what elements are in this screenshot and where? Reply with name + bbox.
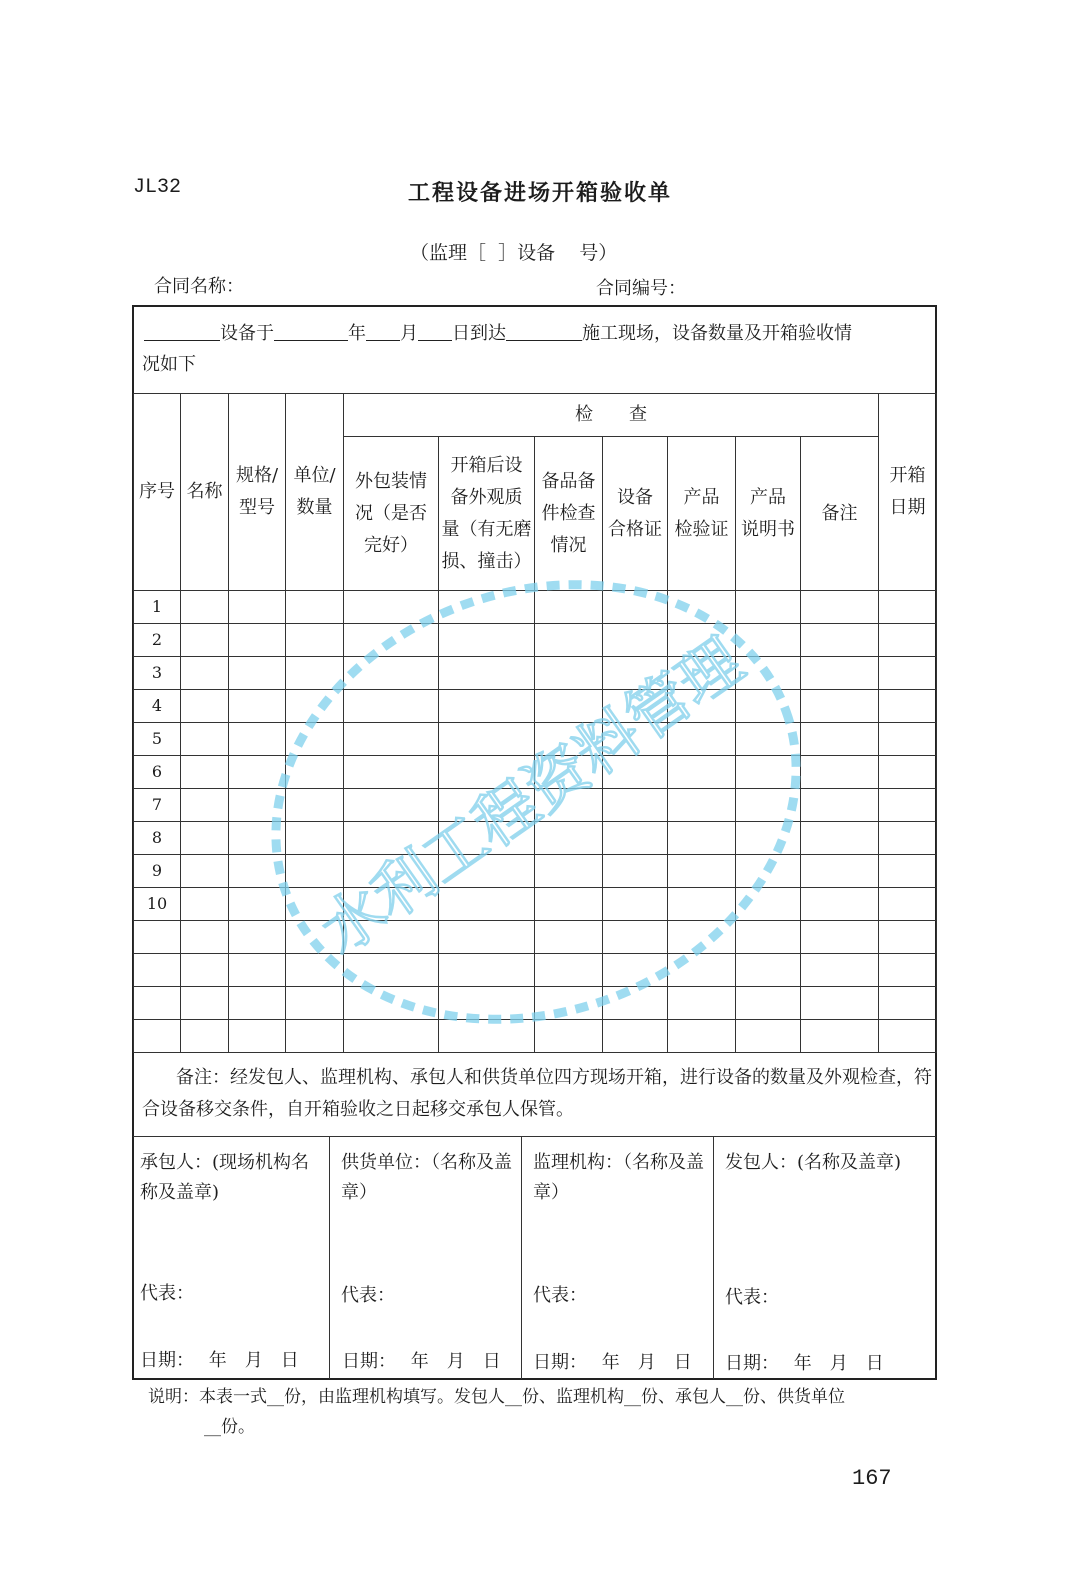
table-cell[interactable] (181, 789, 229, 822)
table-cell[interactable] (736, 822, 801, 855)
arrival-text-3: 月 (400, 323, 418, 344)
table-cell[interactable] (535, 789, 603, 822)
header-spares-l1: 备品备 (541, 470, 596, 492)
table-cell[interactable] (229, 756, 286, 789)
table-cell[interactable] (439, 756, 535, 789)
contractor-date[interactable]: 日期： 年 月 日 (140, 1350, 299, 1371)
row-seq: 7 (134, 789, 181, 822)
contractor-party: 承包人：(现场机构名称及盖章) (140, 1152, 310, 1203)
header-package-l2: 况（是否 (355, 502, 427, 524)
table-row (134, 591, 937, 624)
table-cell[interactable] (344, 723, 439, 756)
blank-year[interactable] (274, 320, 348, 341)
table-cell[interactable] (344, 987, 439, 1020)
table-cell[interactable] (439, 690, 535, 723)
table-cell[interactable] (801, 657, 879, 690)
signature-divider-1 (329, 1136, 330, 1379)
table-cell[interactable] (181, 756, 229, 789)
table-cell[interactable] (879, 624, 937, 657)
table-row (134, 888, 937, 921)
table-cell[interactable] (736, 954, 801, 987)
table-cell[interactable] (286, 723, 344, 756)
table-cell[interactable] (736, 888, 801, 921)
header-spares-l3: 情况 (550, 534, 587, 556)
table-row (134, 855, 937, 888)
table-cell[interactable] (181, 657, 229, 690)
supplier-representative[interactable]: 代表： (341, 1285, 395, 1306)
table-cell[interactable] (286, 591, 344, 624)
header-name: 名称 (181, 394, 229, 591)
table-cell[interactable] (736, 690, 801, 723)
inspection-table (133, 393, 937, 1053)
table-cell[interactable] (879, 690, 937, 723)
table-cell[interactable] (181, 987, 229, 1020)
table-cell[interactable] (801, 690, 879, 723)
table-cell[interactable] (439, 591, 535, 624)
remark-text: 备注：经发包人、监理机构、承包人和供货单位四方现场开箱，进行设备的数量及外观检查，符合设备移交条件，自开箱验收之日起移交承包人保管。 (142, 1067, 932, 1120)
header-spares (535, 437, 603, 591)
contract-name-label: 合同名称： (154, 276, 244, 297)
table-row (134, 921, 937, 954)
table-cell[interactable] (229, 723, 286, 756)
table-cell[interactable] (879, 789, 937, 822)
table-cell[interactable] (344, 789, 439, 822)
table-cell[interactable] (439, 789, 535, 822)
table-cell[interactable] (736, 657, 801, 690)
table-cell[interactable] (181, 855, 229, 888)
table-cell[interactable] (603, 987, 668, 1020)
arrival-text-1: 设备于 (220, 323, 274, 344)
table-cell[interactable] (439, 657, 535, 690)
table-cell[interactable] (603, 723, 668, 756)
table-cell[interactable] (535, 954, 603, 987)
header-cert-l1: 设备 (617, 486, 653, 508)
table-cell[interactable] (879, 1020, 937, 1053)
header-open-date-l1: 开箱 (889, 465, 926, 486)
table-cell[interactable] (344, 756, 439, 789)
header-seq: 序号 (134, 394, 181, 591)
table-cell[interactable] (181, 723, 229, 756)
footnote-line-2: __份。 (204, 1417, 255, 1437)
blank-month[interactable] (366, 320, 400, 341)
table-cell[interactable] (879, 855, 937, 888)
table-cell[interactable] (879, 657, 937, 690)
form-subtitle: （监理［ ］设备 号） (410, 242, 618, 264)
header-inspection-cert-l2: 检验证 (674, 518, 729, 540)
table-cell[interactable] (603, 921, 668, 954)
table-cell[interactable] (535, 756, 603, 789)
table-cell[interactable] (801, 855, 879, 888)
contractor-representative[interactable]: 代表： (140, 1283, 194, 1304)
table-cell[interactable] (603, 591, 668, 624)
header-open-date-l2: 日期 (889, 497, 926, 518)
table-cell[interactable] (181, 624, 229, 657)
supervisor-party: 监理机构：（名称及盖章） (533, 1152, 704, 1203)
table-cell[interactable] (286, 624, 344, 657)
row-seq: 8 (134, 822, 181, 855)
header-manual-l1: 产品 (750, 486, 786, 508)
row-seq: 5 (134, 723, 181, 756)
table-cell[interactable] (439, 855, 535, 888)
table-cell[interactable] (286, 657, 344, 690)
table-cell[interactable] (286, 756, 344, 789)
table-cell[interactable] (286, 921, 344, 954)
signature-top-rule (133, 1136, 936, 1137)
table-cell[interactable] (801, 1020, 879, 1053)
header-unit-l2: 数量 (296, 497, 333, 518)
table-row (134, 987, 937, 1020)
table-cell[interactable] (535, 855, 603, 888)
table-cell[interactable] (879, 723, 937, 756)
table-cell[interactable] (535, 657, 603, 690)
table-cell[interactable] (603, 855, 668, 888)
header-package (344, 437, 439, 591)
employer-party: 发包人：(名称及盖章) (725, 1152, 902, 1173)
table-cell[interactable] (801, 591, 879, 624)
arrival-text-4: 日到达 (452, 323, 506, 344)
supervisor-date[interactable]: 日期： 年 月 日 (533, 1352, 692, 1373)
table-cell[interactable] (439, 888, 535, 921)
header-open-date (879, 394, 937, 591)
header-package-l3: 完好） (364, 534, 418, 556)
header-unit (286, 394, 344, 591)
table-cell[interactable] (535, 987, 603, 1020)
table-row (134, 954, 937, 987)
table-cell[interactable] (603, 822, 668, 855)
table-cell[interactable] (736, 723, 801, 756)
table-cell[interactable] (229, 855, 286, 888)
table-cell[interactable] (879, 756, 937, 789)
header-manual (736, 437, 801, 591)
table-cell[interactable] (439, 624, 535, 657)
header-inspection-cert-l1: 产品 (683, 486, 720, 508)
table-cell[interactable] (736, 921, 801, 954)
table-cell[interactable] (535, 723, 603, 756)
table-cell[interactable] (879, 987, 937, 1020)
table-cell[interactable] (535, 624, 603, 657)
table-cell[interactable] (181, 591, 229, 624)
table-cell[interactable] (801, 954, 879, 987)
table-cell[interactable] (801, 921, 879, 954)
table-cell[interactable] (229, 789, 286, 822)
table-cell[interactable] (603, 888, 668, 921)
table-cell[interactable] (344, 624, 439, 657)
arrival-text-2: 年 (348, 323, 366, 344)
header-remark: 备注 (801, 437, 879, 591)
table-cell[interactable] (668, 822, 736, 855)
table-cell[interactable] (535, 1020, 603, 1053)
blank-site[interactable] (506, 320, 582, 341)
table-cell[interactable] (668, 657, 736, 690)
row-seq (134, 954, 181, 987)
table-cell[interactable] (181, 1020, 229, 1053)
table-cell[interactable] (229, 657, 286, 690)
table-cell[interactable] (344, 822, 439, 855)
supplier-date[interactable]: 日期： 年 月 日 (342, 1351, 501, 1372)
table-row (134, 624, 937, 657)
row-seq: 2 (134, 624, 181, 657)
table-cell[interactable] (736, 1020, 801, 1053)
table-cell[interactable] (879, 921, 937, 954)
signature-divider-2 (521, 1136, 522, 1379)
table-cell[interactable] (181, 888, 229, 921)
footnote-line-1: 说明：本表一式__份，由监理机构填写。发包人__份、监理机构__份、承包人__份、供货单位 (148, 1387, 845, 1407)
table-row (134, 1020, 937, 1053)
page-number: 167 (852, 1466, 892, 1491)
table-cell[interactable] (286, 954, 344, 987)
table-cell[interactable] (344, 657, 439, 690)
row-seq (134, 1020, 181, 1053)
row-seq (134, 921, 181, 954)
table-cell[interactable] (439, 954, 535, 987)
table-cell[interactable] (344, 888, 439, 921)
employer-representative[interactable]: 代表： (725, 1287, 779, 1308)
table-cell[interactable] (736, 855, 801, 888)
header-appearance-l1: 开箱后设 (450, 454, 523, 476)
table-cell[interactable] (286, 1020, 344, 1053)
table-cell[interactable] (668, 723, 736, 756)
table-cell[interactable] (286, 987, 344, 1020)
row-seq: 10 (134, 888, 181, 921)
row-seq: 3 (134, 657, 181, 690)
table-cell[interactable] (229, 987, 286, 1020)
table-cell[interactable] (736, 987, 801, 1020)
table-cell[interactable] (603, 1020, 668, 1053)
table-row (134, 756, 937, 789)
arrival-text-5: 施工现场，设备数量及开箱验收情 (582, 323, 852, 344)
table-cell[interactable] (668, 624, 736, 657)
table-cell[interactable] (736, 624, 801, 657)
signature-divider-3 (713, 1136, 714, 1379)
row-seq: 6 (134, 756, 181, 789)
table-cell[interactable] (535, 822, 603, 855)
table-cell[interactable] (286, 855, 344, 888)
blank-day[interactable] (418, 320, 452, 341)
header-spec (229, 394, 286, 591)
header-spec-l2: 型号 (239, 497, 275, 518)
table-cell[interactable] (344, 921, 439, 954)
header-inspection-cert (668, 437, 736, 591)
header-spec-l1: 规格/ (235, 465, 279, 486)
table-cell[interactable] (229, 954, 286, 987)
table-cell[interactable] (801, 624, 879, 657)
table-cell[interactable] (879, 591, 937, 624)
table-cell[interactable] (439, 822, 535, 855)
table-cell[interactable] (229, 921, 286, 954)
header-manual-l2: 说明书 (741, 518, 795, 540)
form-code: JL32 (133, 176, 182, 199)
table-cell[interactable] (229, 822, 286, 855)
table-cell[interactable] (229, 888, 286, 921)
table-cell[interactable] (668, 756, 736, 789)
table-cell[interactable] (344, 690, 439, 723)
table-cell[interactable] (668, 1020, 736, 1053)
table-cell[interactable] (603, 624, 668, 657)
table-cell[interactable] (535, 591, 603, 624)
table-cell[interactable] (439, 921, 535, 954)
table-cell[interactable] (439, 1020, 535, 1053)
arrival-statement-end: 况如下 (142, 354, 196, 375)
table-cell[interactable] (181, 954, 229, 987)
table-cell[interactable] (286, 690, 344, 723)
table-cell[interactable] (668, 987, 736, 1020)
table-cell[interactable] (535, 888, 603, 921)
arrival-statement (144, 320, 852, 347)
table-cell[interactable] (344, 855, 439, 888)
table-cell[interactable] (181, 690, 229, 723)
table-cell[interactable] (603, 690, 668, 723)
table-cell[interactable] (229, 591, 286, 624)
table-cell[interactable] (736, 756, 801, 789)
table-cell[interactable] (801, 723, 879, 756)
supplier-party: 供货单位：（名称及盖章） (341, 1152, 512, 1203)
footnote (148, 1382, 845, 1442)
header-inspection-group: 检 查 (344, 394, 879, 437)
header-cert-l2: 合格证 (608, 518, 662, 540)
watermark-text: 水利工程资料管理 (307, 623, 756, 969)
supervisor-representative[interactable]: 代表： (533, 1285, 587, 1306)
table-cell[interactable] (229, 1020, 286, 1053)
row-seq (134, 987, 181, 1020)
table-cell[interactable] (668, 591, 736, 624)
table-cell[interactable] (801, 789, 879, 822)
table-cell[interactable] (736, 789, 801, 822)
header-unit-l1: 单位/ (293, 465, 336, 486)
table-cell[interactable] (736, 591, 801, 624)
table-row (134, 657, 937, 690)
table-cell[interactable] (668, 921, 736, 954)
table-cell[interactable] (879, 888, 937, 921)
page-title: 工程设备进场开箱验收单 (407, 180, 672, 206)
table-cell[interactable] (344, 954, 439, 987)
table-cell[interactable] (286, 888, 344, 921)
table-cell[interactable] (535, 690, 603, 723)
table-cell[interactable] (344, 1020, 439, 1053)
table-cell[interactable] (439, 723, 535, 756)
table-cell[interactable] (286, 789, 344, 822)
table-cell[interactable] (801, 822, 879, 855)
table-cell[interactable] (801, 987, 879, 1020)
header-appearance-l2: 备外观质 (450, 486, 523, 508)
table-cell[interactable] (668, 855, 736, 888)
table-cell[interactable] (668, 789, 736, 822)
header-cert (603, 437, 668, 591)
table-cell[interactable] (181, 822, 229, 855)
table-cell[interactable] (439, 987, 535, 1020)
employer-date[interactable]: 日期： 年 月 日 (725, 1353, 884, 1374)
row-seq: 4 (134, 690, 181, 723)
header-appearance (439, 437, 535, 591)
table-cell[interactable] (603, 657, 668, 690)
table-cell[interactable] (603, 756, 668, 789)
table-cell[interactable] (603, 954, 668, 987)
table-cell[interactable] (535, 921, 603, 954)
table-cell[interactable] (229, 624, 286, 657)
table-cell[interactable] (181, 921, 229, 954)
header-appearance-l4: 损、撞击） (441, 550, 532, 572)
header-spares-l2: 件检查 (541, 502, 596, 524)
header-package-l1: 外包装情 (355, 470, 427, 492)
table-cell[interactable] (668, 954, 736, 987)
table-cell[interactable] (801, 756, 879, 789)
table-cell[interactable] (229, 690, 286, 723)
table-cell[interactable] (668, 888, 736, 921)
contract-no-label: 合同编号： (596, 278, 686, 299)
table-row (134, 789, 937, 822)
header-appearance-l3: 量（有无磨 (441, 518, 532, 540)
table-row (134, 822, 937, 855)
row-seq: 1 (134, 591, 181, 624)
table-cell[interactable] (344, 591, 439, 624)
row-seq: 9 (134, 855, 181, 888)
table-cell[interactable] (668, 690, 736, 723)
table-cell[interactable] (603, 789, 668, 822)
table-row (134, 690, 937, 723)
table-row (134, 723, 937, 756)
table-cell[interactable] (801, 888, 879, 921)
table-cell[interactable] (879, 822, 937, 855)
table-cell[interactable] (286, 822, 344, 855)
table-cell[interactable] (879, 954, 937, 987)
blank-equipment[interactable] (144, 320, 220, 341)
